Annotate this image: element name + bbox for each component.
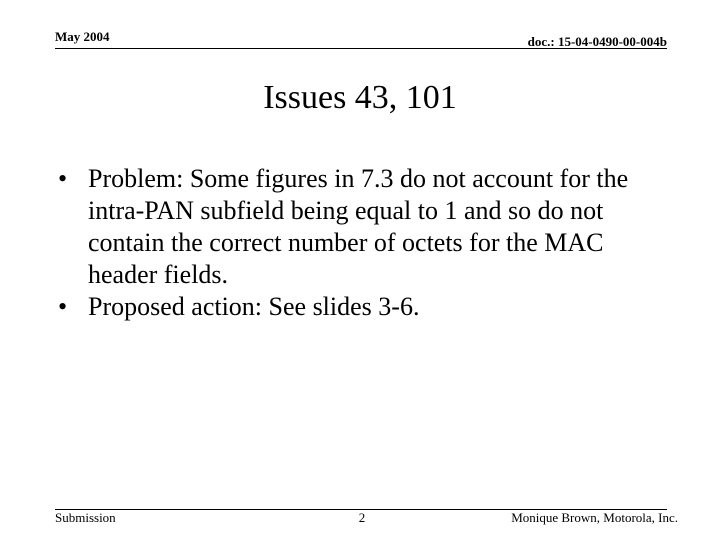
footer-submission: Submission <box>55 510 116 525</box>
header-divider <box>55 48 667 49</box>
bullet-item-proposed-action <box>58 291 668 323</box>
slide-title: Issues 43, 101 <box>263 79 457 116</box>
header-date: May 2004 <box>55 29 110 44</box>
bullet-text: Problem: Some figures in 7.3 do not account for the intra-PAN subfield being equal to 1 and so do not contain the correct number of octets for the MAC header fields. <box>88 164 629 289</box>
bullet-mark: • <box>58 164 68 193</box>
bullet-list <box>58 163 668 323</box>
bullet-item-problem <box>58 163 668 291</box>
page-number: 2 <box>358 510 366 525</box>
footer-author: Monique Brown, Motorola, Inc. <box>511 510 678 525</box>
bullet-text: Proposed action: See slides 3-6. <box>88 292 420 321</box>
bullet-mark: • <box>58 292 68 321</box>
header-doc-id: doc.: 15-04-0490-00-004b <box>527 34 667 49</box>
